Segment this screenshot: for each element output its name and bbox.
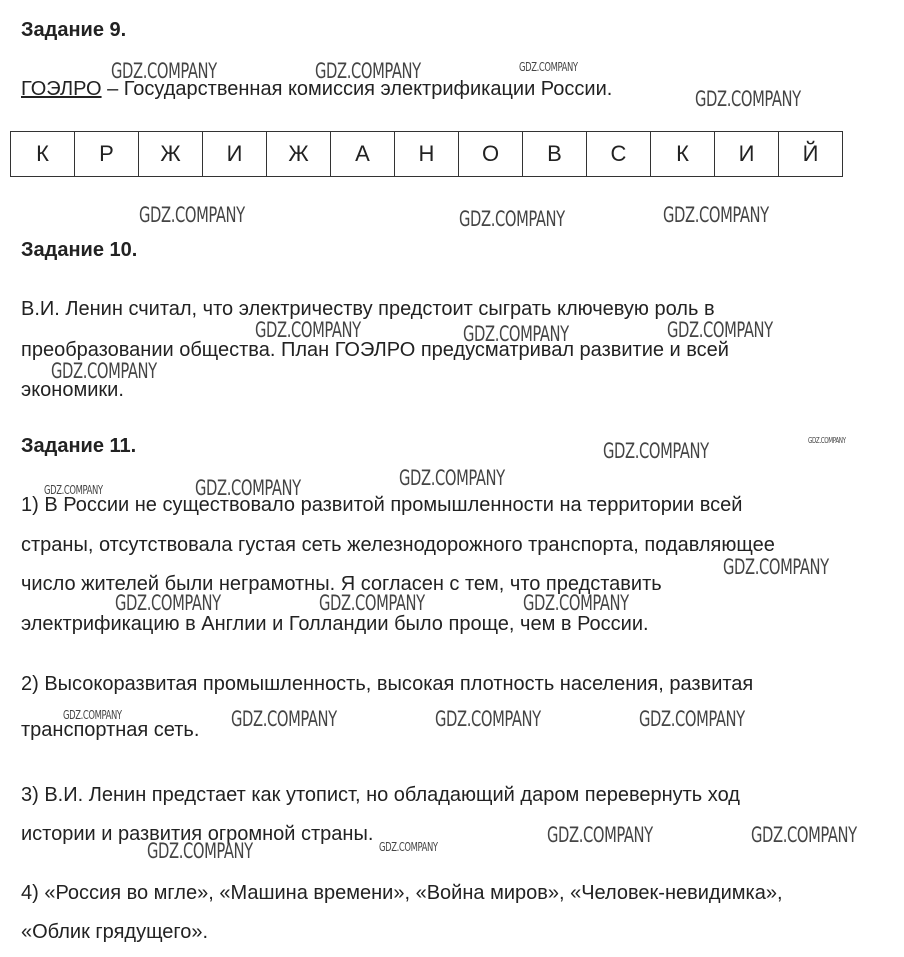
answer-1-line: число жителей были неграмотны. Я согласен с тем, что представить: [21, 573, 662, 595]
answer-1-line: страны, отсутствовала густая сеть железнодорожного транспорта, подавляющее: [21, 534, 775, 556]
watermark: GDZ.COMPANY: [459, 207, 565, 231]
watermark: GDZ.COMPANY: [523, 591, 629, 615]
letter-cell: С: [587, 132, 651, 177]
watermark: GDZ.COMPANY: [463, 322, 569, 346]
answer-2-line: 2) Высокоразвитая промышленность, высокая плотность населения, развитая: [21, 673, 754, 695]
letter-cell: Р: [75, 132, 139, 177]
watermark: GDZ.COMPANY: [639, 707, 745, 731]
watermark: GDZ.COMPANY: [603, 439, 709, 463]
answer-4-line: «Облик грядущего».: [21, 921, 209, 943]
task-9-definition: [21, 77, 612, 101]
task-11-title: Задание 11.: [21, 435, 137, 457]
watermark: GDZ.COMPANY: [44, 483, 103, 497]
watermark: GDZ.COMPANY: [667, 318, 773, 342]
letter-cell: К: [11, 132, 75, 177]
watermark: GDZ.COMPANY: [399, 466, 505, 490]
task-10-line: экономики.: [21, 379, 124, 401]
watermark: GDZ.COMPANY: [315, 59, 421, 83]
crossword-answer-row: [10, 131, 843, 177]
letter-cell: О: [459, 132, 523, 177]
letter-cell: Н: [395, 132, 459, 177]
watermark: GDZ.COMPANY: [255, 318, 361, 342]
watermark: GDZ.COMPANY: [547, 823, 653, 847]
watermark: GDZ.COMPANY: [51, 359, 157, 383]
answer-3-line: 3) В.И. Ленин предстает как утопист, но обладающий даром перевернуть ход: [21, 784, 740, 806]
letter-cell: Ж: [139, 132, 203, 177]
answer-1-line: 1) В России не существовало развитой промышленности на территории всей: [21, 494, 743, 516]
goelro-term: ГОЭЛРО: [21, 78, 102, 100]
answer-3-line: истории и развития огромной страны.: [21, 823, 374, 845]
watermark: GDZ.COMPANY: [751, 823, 857, 847]
letter-cell: А: [331, 132, 395, 177]
letter-cell: И: [203, 132, 267, 177]
watermark: GDZ.COMPANY: [319, 591, 425, 615]
answer-2-line: транспортная сеть.: [21, 719, 200, 741]
watermark: GDZ.COMPANY: [115, 591, 221, 615]
watermark: GDZ.COMPANY: [379, 840, 438, 854]
answer-4-line: 4) «Россия во мгле», «Машина времени», «Война миров», «Человек-невидимка»,: [21, 882, 783, 904]
watermark: GDZ.COMPANY: [808, 436, 846, 445]
letter-cell: Ж: [267, 132, 331, 177]
letter-cell: К: [651, 132, 715, 177]
task-10-title: Задание 10.: [21, 239, 138, 261]
answer-1-line: электрификацию в Англии и Голландии было проще, чем в России.: [21, 613, 649, 635]
watermark: GDZ.COMPANY: [695, 87, 801, 111]
watermark: GDZ.COMPANY: [231, 707, 337, 731]
goelro-definition-text: – Государственная комиссия электрификации России.: [101, 78, 613, 100]
watermark: GDZ.COMPANY: [435, 707, 541, 731]
watermark: GDZ.COMPANY: [723, 555, 829, 579]
task-10-line: преобразовании общества. План ГОЭЛРО предусматривал развитие и всей: [21, 339, 729, 361]
watermark: GDZ.COMPANY: [663, 203, 769, 227]
letter-cell: В: [523, 132, 587, 177]
letter-cell: И: [715, 132, 779, 177]
task-9-title: Задание 9.: [21, 19, 127, 41]
letter-cell: Й: [779, 132, 843, 177]
watermark: GDZ.COMPANY: [519, 60, 578, 74]
watermark: GDZ.COMPANY: [147, 839, 253, 863]
watermark: GDZ.COMPANY: [111, 59, 217, 83]
task-10-line: В.И. Ленин считал, что электричеству предстоит сыграть ключевую роль в: [21, 298, 715, 320]
watermark: GDZ.COMPANY: [195, 476, 301, 500]
watermark: GDZ.COMPANY: [139, 203, 245, 227]
watermark: GDZ.COMPANY: [63, 708, 122, 722]
